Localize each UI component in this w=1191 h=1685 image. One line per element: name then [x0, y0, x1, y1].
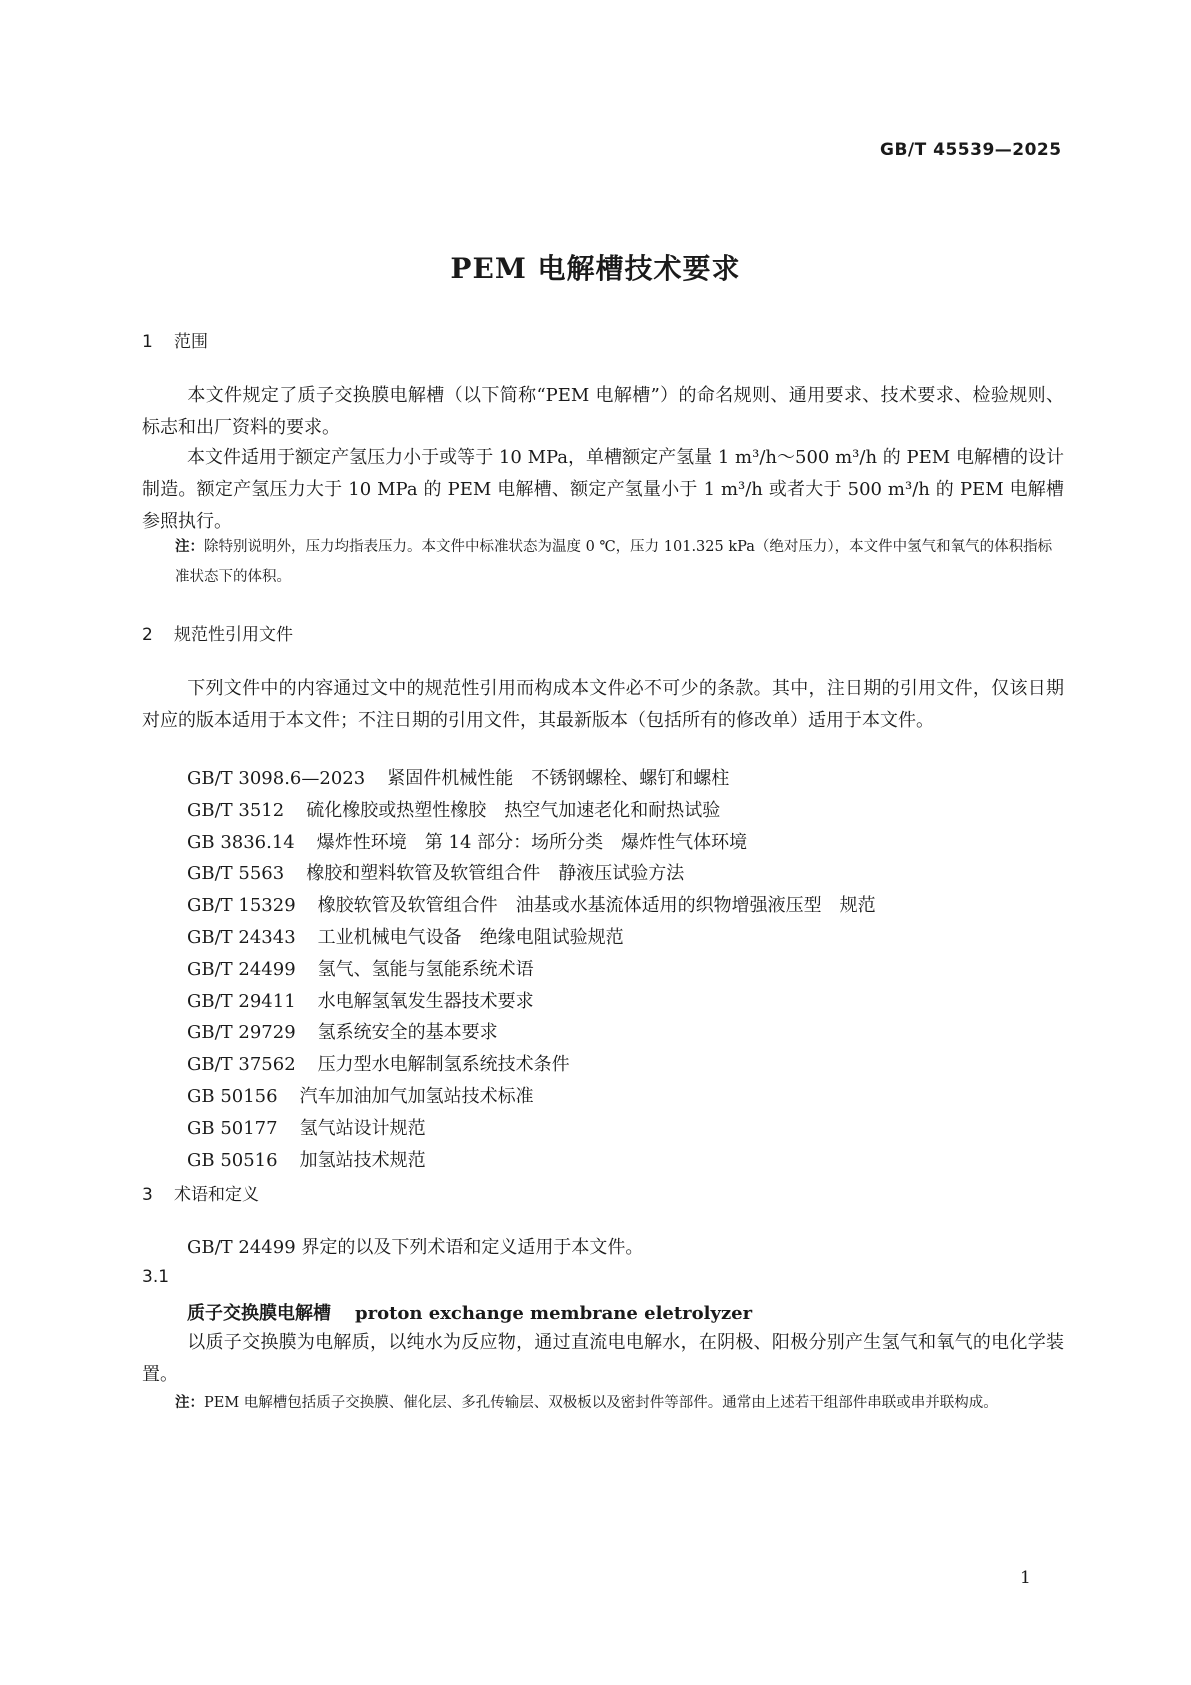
standard-number: GB/T 45539—2025 [880, 140, 1062, 160]
section-3-note [175, 1388, 1065, 1418]
normative-reference-list [187, 763, 876, 1176]
term-number: 3.1 [142, 1267, 170, 1287]
document-title: PEM 电解槽技术要求 [450, 252, 741, 285]
reference-item: GB/T 29729 氢系统安全的基本要求 [187, 1022, 498, 1044]
note-label: 注： [175, 1395, 204, 1411]
reference-item: GB/T 5563 橡胶和塑料软管及软管组合件 静液压试验方法 [187, 863, 685, 885]
note-label: 注： [175, 539, 204, 555]
term-chinese: 质子交换膜电解槽 [187, 1303, 331, 1324]
section-1-note [175, 532, 1065, 592]
reference-item: GB/T 24499 氢气、氢能与氢能系统术语 [187, 958, 534, 980]
section-3-heading [142, 1180, 259, 1205]
section-number: 2 [142, 625, 153, 645]
term-definition: 以质子交换膜为电解质，以纯水为反应物，通过直流电电解水，在阴极、阳极分别产生氢气和氧气的电化学装置。 [142, 1332, 1064, 1385]
section-2-intro: 下列文件中的内容通过文中的规范性引用而构成本文件必不可少的条款。其中，注日期的引用文件，仅该日期对应的版本适用于本文件；不注日期的引用文件，其最新版本（包括所有的修改单）适用于本文件。 [142, 678, 1064, 731]
section-1-paragraph-2: 本文件适用于额定产氢压力小于或等于 10 MPa，单槽额定产氢量 1 m³/h～500 m³/h 的 PEM 电解槽的设计制造。额定产氢压力大于 10 MPa 的 PEM 电解槽、额定产氢量小于 1 m³/h 或者大于 500 m³/h 的 PEM 电解槽参照执行。 [142, 447, 1064, 532]
section-title: 规范性引用文件 [174, 625, 293, 645]
page-number: 1 [1020, 1568, 1031, 1588]
term-heading [187, 1299, 752, 1325]
section-number: 1 [142, 332, 153, 352]
section-2-heading [142, 620, 293, 645]
note-text: PEM 电解槽包括质子交换膜、催化层、多孔传输层、双极板以及密封件等部件。通常由上述若干组部件串联或串并联构成。 [204, 1395, 998, 1411]
reference-item: GB/T 15329 橡胶软管及软管组合件 油基或水基流体适用的织物增强液压型 规范 [187, 895, 876, 917]
reference-item: GB/T 29411 水电解氢氧发生器技术要求 [187, 990, 534, 1012]
reference-item: GB/T 37562 压力型水电解制氢系统技术条件 [187, 1054, 570, 1076]
reference-item: GB/T 24343 工业机械电气设备 绝缘电阻试验规范 [187, 926, 624, 948]
reference-item: GB 50156 汽车加油加气加氢站技术标准 [187, 1085, 534, 1107]
section-1-heading [142, 327, 208, 352]
section-1-paragraph-1: 本文件规定了质子交换膜电解槽（以下简称“PEM 电解槽”）的命名规则、通用要求、技术要求、检验规则、标志和出厂资料的要求。 [142, 385, 1064, 438]
reference-item: GB/T 3098.6—2023 紧固件机械性能 不锈钢螺栓、螺钉和螺柱 [187, 768, 730, 789]
reference-item: GB 50516 加氢站技术规范 [187, 1149, 426, 1171]
section-number: 3 [142, 1185, 153, 1205]
section-title: 范围 [174, 332, 208, 352]
reference-item: GB/T 3512 硫化橡胶或热塑性橡胶 热空气加速老化和耐热试验 [187, 799, 721, 821]
note-text: 除特别说明外，压力均指表压力。本文件中标准状态为温度 0 ℃，压力 101.325 kPa（绝对压力），本文件中氢气和氧气的体积指标准状态下的体积。 [175, 539, 1053, 585]
section-title: 术语和定义 [174, 1185, 259, 1205]
term-english: proton exchange membrane eletrolyzer [355, 1303, 753, 1324]
reference-item: GB 50177 氢气站设计规范 [187, 1117, 426, 1139]
reference-item: GB 3836.14 爆炸性环境 第 14 部分：场所分类 爆炸性气体环境 [187, 831, 748, 853]
section-3-intro: GB/T 24499 界定的以及下列术语和定义适用于本文件。 [187, 1237, 644, 1258]
